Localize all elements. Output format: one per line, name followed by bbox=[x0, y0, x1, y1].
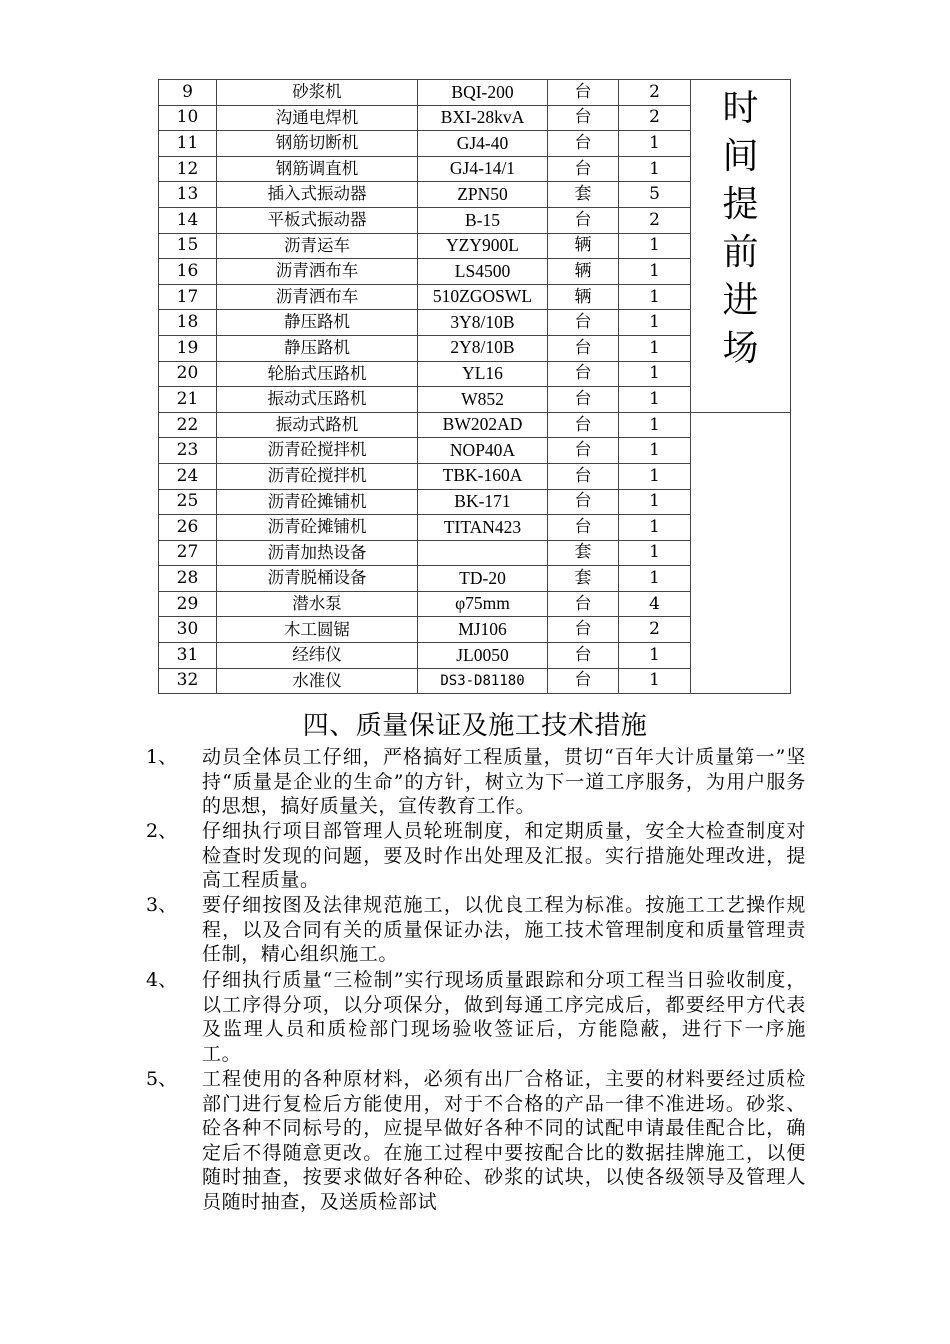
equipment-name-cell: 经纬仪 bbox=[217, 643, 418, 669]
row-number-cell: 24 bbox=[159, 463, 217, 489]
quantity-cell: 1 bbox=[619, 156, 691, 182]
unit-cell: 台 bbox=[548, 438, 619, 464]
equipment-name-cell: 插入式振动器 bbox=[217, 182, 418, 208]
unit-cell: 台 bbox=[548, 387, 619, 413]
model-cell: φ75mm bbox=[418, 591, 548, 617]
unit-cell: 台 bbox=[548, 668, 619, 694]
quantity-cell: 2 bbox=[619, 105, 691, 131]
model-cell: ZPN50 bbox=[418, 182, 548, 208]
model-cell: W852 bbox=[418, 387, 548, 413]
model-cell: B-15 bbox=[418, 207, 548, 233]
quantity-cell: 4 bbox=[619, 591, 691, 617]
note-cell bbox=[691, 80, 791, 413]
unit-cell: 台 bbox=[548, 361, 619, 387]
quantity-cell: 1 bbox=[619, 463, 691, 489]
measure-text: 要仔细按图及法律规范施工，以优良工程为标准。按施工工艺操作规程，以及合同有关的质量保证办法，施工技术管理制度和质量管理责任制，精心组织施工。 bbox=[202, 894, 806, 965]
measure-number: 2、 bbox=[146, 820, 178, 842]
row-number-cell: 14 bbox=[159, 207, 217, 233]
quantity-cell: 1 bbox=[619, 668, 691, 694]
model-cell: BK-171 bbox=[418, 489, 548, 515]
table-row bbox=[159, 412, 791, 438]
quantity-cell: 1 bbox=[619, 515, 691, 541]
model-cell: BW202AD bbox=[418, 412, 548, 438]
equipment-name-cell: 轮胎式压路机 bbox=[217, 361, 418, 387]
equipment-name-cell: 砂浆机 bbox=[217, 80, 418, 106]
row-number-cell: 10 bbox=[159, 105, 217, 131]
unit-cell: 辆 bbox=[548, 284, 619, 310]
row-number-cell: 18 bbox=[159, 310, 217, 336]
model-cell: NOP40A bbox=[418, 438, 548, 464]
unit-cell: 台 bbox=[548, 489, 619, 515]
quantity-cell: 2 bbox=[619, 617, 691, 643]
model-cell: TITAN423 bbox=[418, 515, 548, 541]
measure-text: 仔细执行项目部管理人员轮班制度，和定期质量，安全大检查制度对检查时发现的问题，要及时作出处理及汇报。实行措施处理改进，提高工程质量。 bbox=[202, 820, 806, 891]
model-cell: GJ4-40 bbox=[418, 131, 548, 157]
model-cell: GJ4-14/1 bbox=[418, 156, 548, 182]
quantity-cell: 1 bbox=[619, 489, 691, 515]
model-cell: MJ106 bbox=[418, 617, 548, 643]
model-cell: JL0050 bbox=[418, 643, 548, 669]
model-cell: YL16 bbox=[418, 361, 548, 387]
equipment-name-cell: 沥青加热设备 bbox=[217, 540, 418, 566]
equipment-name-cell: 沥青砼搅拌机 bbox=[217, 463, 418, 489]
quantity-cell: 1 bbox=[619, 412, 691, 438]
measure-text: 仔细执行质量“三检制”实行现场质量跟踪和分项工程当日验收制度，以工序得分项，以分项保分，做到每通工序完成后，都要经甲方代表及监理人员和质检部门现场验收签证后，方能隐蔽，进行下一序施工。 bbox=[202, 969, 806, 1065]
quantity-cell: 5 bbox=[619, 182, 691, 208]
unit-cell: 台 bbox=[548, 156, 619, 182]
quantity-cell: 1 bbox=[619, 284, 691, 310]
row-number-cell: 28 bbox=[159, 566, 217, 592]
unit-cell: 台 bbox=[548, 463, 619, 489]
model-cell: TD-20 bbox=[418, 566, 548, 592]
unit-cell: 辆 bbox=[548, 259, 619, 285]
model-cell: 2Y8/10B bbox=[418, 335, 548, 361]
row-number-cell: 16 bbox=[159, 259, 217, 285]
row-number-cell: 19 bbox=[159, 335, 217, 361]
row-number-cell: 21 bbox=[159, 387, 217, 413]
quantity-cell: 1 bbox=[619, 131, 691, 157]
row-number-cell: 12 bbox=[159, 156, 217, 182]
quantity-cell: 1 bbox=[619, 361, 691, 387]
row-number-cell: 15 bbox=[159, 233, 217, 259]
unit-cell: 台 bbox=[548, 617, 619, 643]
unit-cell: 辆 bbox=[548, 233, 619, 259]
quantity-cell: 1 bbox=[619, 540, 691, 566]
row-number-cell: 22 bbox=[159, 412, 217, 438]
unit-cell: 套 bbox=[548, 182, 619, 208]
equipment-name-cell: 平板式振动器 bbox=[217, 207, 418, 233]
equipment-name-cell: 振动式路机 bbox=[217, 412, 418, 438]
equipment-name-cell: 沥青砼摊铺机 bbox=[217, 489, 418, 515]
equipment-name-cell: 沥青砼摊铺机 bbox=[217, 515, 418, 541]
equipment-name-cell: 沥青洒布车 bbox=[217, 259, 418, 285]
row-number-cell: 25 bbox=[159, 489, 217, 515]
unit-cell: 台 bbox=[548, 310, 619, 336]
unit-cell: 台 bbox=[548, 412, 619, 438]
measure-number: 3、 bbox=[146, 894, 178, 916]
equipment-name-cell: 潜水泵 bbox=[217, 591, 418, 617]
model-cell: LS4500 bbox=[418, 259, 548, 285]
measure-number: 4、 bbox=[146, 969, 178, 991]
row-number-cell: 11 bbox=[159, 131, 217, 157]
row-number-cell: 17 bbox=[159, 284, 217, 310]
measure-number: 1、 bbox=[146, 746, 178, 768]
note-text: 时 间 提 前 进 场 bbox=[722, 88, 759, 369]
equipment-table bbox=[158, 79, 791, 694]
quantity-cell: 1 bbox=[619, 310, 691, 336]
measure-text: 动员全体员工仔细，严格搞好工程质量，贯切“百年大计质量第一”坚持“质量是企业的生命”的方针，树立为下一道工序服务，为用户服务的思想，搞好质量关，宣传教育工作。 bbox=[202, 746, 806, 817]
empty-note-cell bbox=[691, 412, 791, 694]
measure-number: 5、 bbox=[146, 1068, 178, 1090]
unit-cell: 台 bbox=[548, 80, 619, 106]
unit-cell: 台 bbox=[548, 335, 619, 361]
row-number-cell: 23 bbox=[159, 438, 217, 464]
quantity-cell: 1 bbox=[619, 233, 691, 259]
equipment-name-cell: 静压路机 bbox=[217, 310, 418, 336]
row-number-cell: 9 bbox=[159, 80, 217, 106]
model-cell: BXI-28kvA bbox=[418, 105, 548, 131]
quantity-cell: 1 bbox=[619, 566, 691, 592]
model-cell: TBK-160A bbox=[418, 463, 548, 489]
equipment-name-cell: 振动式压路机 bbox=[217, 387, 418, 413]
equipment-name-cell: 水准仪 bbox=[217, 668, 418, 694]
unit-cell: 台 bbox=[548, 207, 619, 233]
row-number-cell: 29 bbox=[159, 591, 217, 617]
model-cell: YZY900L bbox=[418, 233, 548, 259]
equipment-name-cell: 沥青运车 bbox=[217, 233, 418, 259]
model-cell: 3Y8/10B bbox=[418, 310, 548, 336]
row-number-cell: 20 bbox=[159, 361, 217, 387]
quantity-cell: 1 bbox=[619, 643, 691, 669]
equipment-name-cell: 沟通电焊机 bbox=[217, 105, 418, 131]
equipment-name-cell: 木工圆锯 bbox=[217, 617, 418, 643]
row-number-cell: 27 bbox=[159, 540, 217, 566]
unit-cell: 台 bbox=[548, 515, 619, 541]
quantity-cell: 1 bbox=[619, 387, 691, 413]
quantity-cell: 2 bbox=[619, 80, 691, 106]
model-cell: DS3-D81180 bbox=[418, 668, 548, 694]
row-number-cell: 32 bbox=[159, 668, 217, 694]
equipment-name-cell: 沥青砼搅拌机 bbox=[217, 438, 418, 464]
row-number-cell: 31 bbox=[159, 643, 217, 669]
model-cell: BQI-200 bbox=[418, 80, 548, 106]
unit-cell: 套 bbox=[548, 566, 619, 592]
equipment-name-cell: 钢筋调直机 bbox=[217, 156, 418, 182]
row-number-cell: 30 bbox=[159, 617, 217, 643]
unit-cell: 台 bbox=[548, 591, 619, 617]
unit-cell: 台 bbox=[548, 105, 619, 131]
quantity-cell: 1 bbox=[619, 335, 691, 361]
quantity-cell: 2 bbox=[619, 207, 691, 233]
section-title: 四、质量保证及施工技术措施 bbox=[302, 711, 648, 741]
equipment-name-cell: 静压路机 bbox=[217, 335, 418, 361]
equipment-name-cell: 钢筋切断机 bbox=[217, 131, 418, 157]
row-number-cell: 13 bbox=[159, 182, 217, 208]
row-number-cell: 26 bbox=[159, 515, 217, 541]
quantity-cell: 1 bbox=[619, 259, 691, 285]
table-row bbox=[159, 80, 791, 106]
equipment-table-body bbox=[159, 80, 791, 694]
model-cell bbox=[418, 540, 548, 566]
model-cell: 510ZGOSWL bbox=[418, 284, 548, 310]
equipment-name-cell: 沥青洒布车 bbox=[217, 284, 418, 310]
quantity-cell: 1 bbox=[619, 438, 691, 464]
unit-cell: 台 bbox=[548, 131, 619, 157]
equipment-name-cell: 沥青脱桶设备 bbox=[217, 566, 418, 592]
unit-cell: 套 bbox=[548, 540, 619, 566]
unit-cell: 台 bbox=[548, 643, 619, 669]
measure-text: 工程使用的各种原材料，必须有出厂合格证，主要的材料要经过质检部门进行复检后方能使用，对于不合格的产品一律不准进场。砂浆、砼各种不同标号的，应提早做好各种不同的试配申请最佳配合比，确定后不得随意更改。在施工过程中要按配合比的数据挂牌施工，以便随时抽查，按要求做好各种砼、砂浆的试块，以使各级领导及管理人员随时抽查，及送质检部试 bbox=[202, 1068, 806, 1213]
